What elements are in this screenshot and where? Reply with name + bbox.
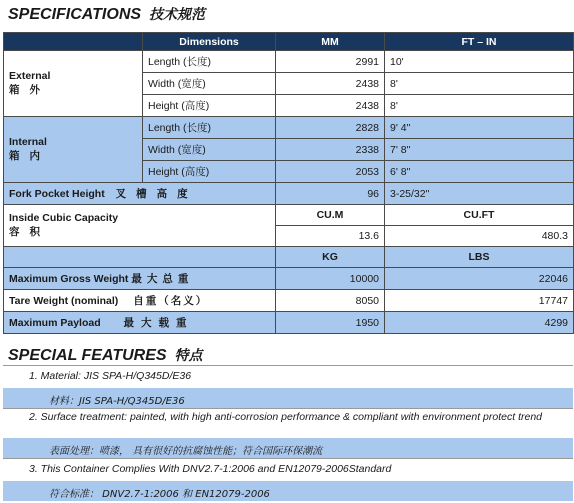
special-features-heading [8,345,203,365]
ft-cell: 6' 8" [385,161,574,183]
specifications-table [3,32,574,334]
ft-cell: 7' 8" [385,139,574,161]
table-row [4,312,574,334]
specifications-heading [8,4,205,24]
unit-kg: KG [276,247,385,268]
weight-lbs: 4299 [385,312,574,334]
weight-kg: 1950 [276,312,385,334]
feature-item-2: 2. Surface treatment: painted, with high anti-corrosion performance & compliant with environment protect trend [29,411,543,423]
weight-lbs: 22046 [385,268,574,290]
weight-label-cn: 自重（名义） [133,295,209,307]
specifications-title: SPECIFICATIONS [8,6,142,23]
mm-cell: 2053 [276,161,385,183]
feature-item-3-cn [3,481,573,501]
feature-item-1: 1. Material: JIS SPA-H/Q345D/E36 [29,370,192,382]
weight-label [4,312,276,334]
weight-unit-blank [4,247,276,268]
feature-item-1-cn [3,388,573,408]
external-label [4,51,143,117]
special-features-title-cn: 特点 [174,348,203,364]
fork-pocket-mm: 96 [276,183,385,205]
mm-cell: 2828 [276,117,385,139]
weight-label [4,290,276,312]
dim-cell: Height (高度) [143,161,276,183]
cubic-capacity-metric: 13.6 [276,226,385,247]
specifications-title-cn: 技术规范 [149,7,206,23]
feature-item-2-cn-text: 表面处理：喷漆， 具有很好的抗腐蚀性能；符合国际环保潮流 [49,446,323,457]
header-mm: MM [276,33,385,51]
weight-kg: 8050 [276,290,385,312]
external-label-cn: 箱外 [9,84,50,96]
fork-pocket-label-cn: 叉槽高度 [115,188,198,200]
cubic-capacity-row [4,205,574,226]
feature-item-3: 3. This Container Complies With DNV2.7-1:2006 and EN12079-2006Standard [29,463,392,475]
ft-cell: 8' [385,73,574,95]
feature-item-3-cn-text: 符合标准： DNV2.7-1:2006 和 EN12079-2006 [49,489,270,500]
weight-label-en: Maximum Payload [9,317,101,329]
unit-cu-m: CU.M [276,205,385,226]
special-features-title: SPECIAL FEATURES [8,347,167,364]
dim-cell: Width (宽度) [143,139,276,161]
dim-cell: Length (长度) [143,117,276,139]
fork-pocket-label [4,183,276,205]
dim-cell: Length (长度) [143,51,276,73]
cubic-capacity-label-en: Inside Cubic Capacity [9,212,119,224]
cubic-capacity-label [4,205,276,247]
header-dimensions: Dimensions [143,33,276,51]
header-ft-in: FT – IN [385,33,574,51]
cubic-capacity-imperial: 480.3 [385,226,574,247]
fork-pocket-ft: 3-25/32" [385,183,574,205]
ft-cell: 10' [385,51,574,73]
weight-lbs: 17747 [385,290,574,312]
cubic-capacity-label-cn: 容积 [9,226,50,238]
mm-cell: 2338 [276,139,385,161]
dim-cell: Width (宽度) [143,73,276,95]
table-row [4,117,574,139]
dim-cell: Height (高度) [143,95,276,117]
weight-kg: 10000 [276,268,385,290]
header-row [4,33,574,51]
unit-cu-ft: CU.FT [385,205,574,226]
weight-label-en: Tare Weight (nominal) [9,295,119,307]
table-row [4,290,574,312]
internal-label [4,117,143,183]
feature-item-2-cn [3,438,573,458]
fork-pocket-label-en: Fork Pocket Height [9,188,105,200]
header-blank [4,33,143,51]
weight-label-en: Maximum Gross Weight [9,273,129,285]
external-label-en: External [9,70,51,82]
internal-label-cn: 箱内 [9,150,50,162]
weight-unit-row [4,247,574,268]
table-row [4,268,574,290]
internal-label-en: Internal [9,136,47,148]
unit-lbs: LBS [385,247,574,268]
weight-label-cn: 最大载重 [123,317,194,329]
mm-cell: 2438 [276,95,385,117]
table-row [4,51,574,73]
weight-label [4,268,276,290]
ft-cell: 9' 4" [385,117,574,139]
mm-cell: 2991 [276,51,385,73]
mm-cell: 2438 [276,73,385,95]
feature-item-1-cn-text: 材料：JIS SPA-H/Q345D/E36 [49,396,185,407]
ft-cell: 8' [385,95,574,117]
weight-label-cn: 最大总重 [131,273,194,285]
fork-pocket-row [4,183,574,205]
